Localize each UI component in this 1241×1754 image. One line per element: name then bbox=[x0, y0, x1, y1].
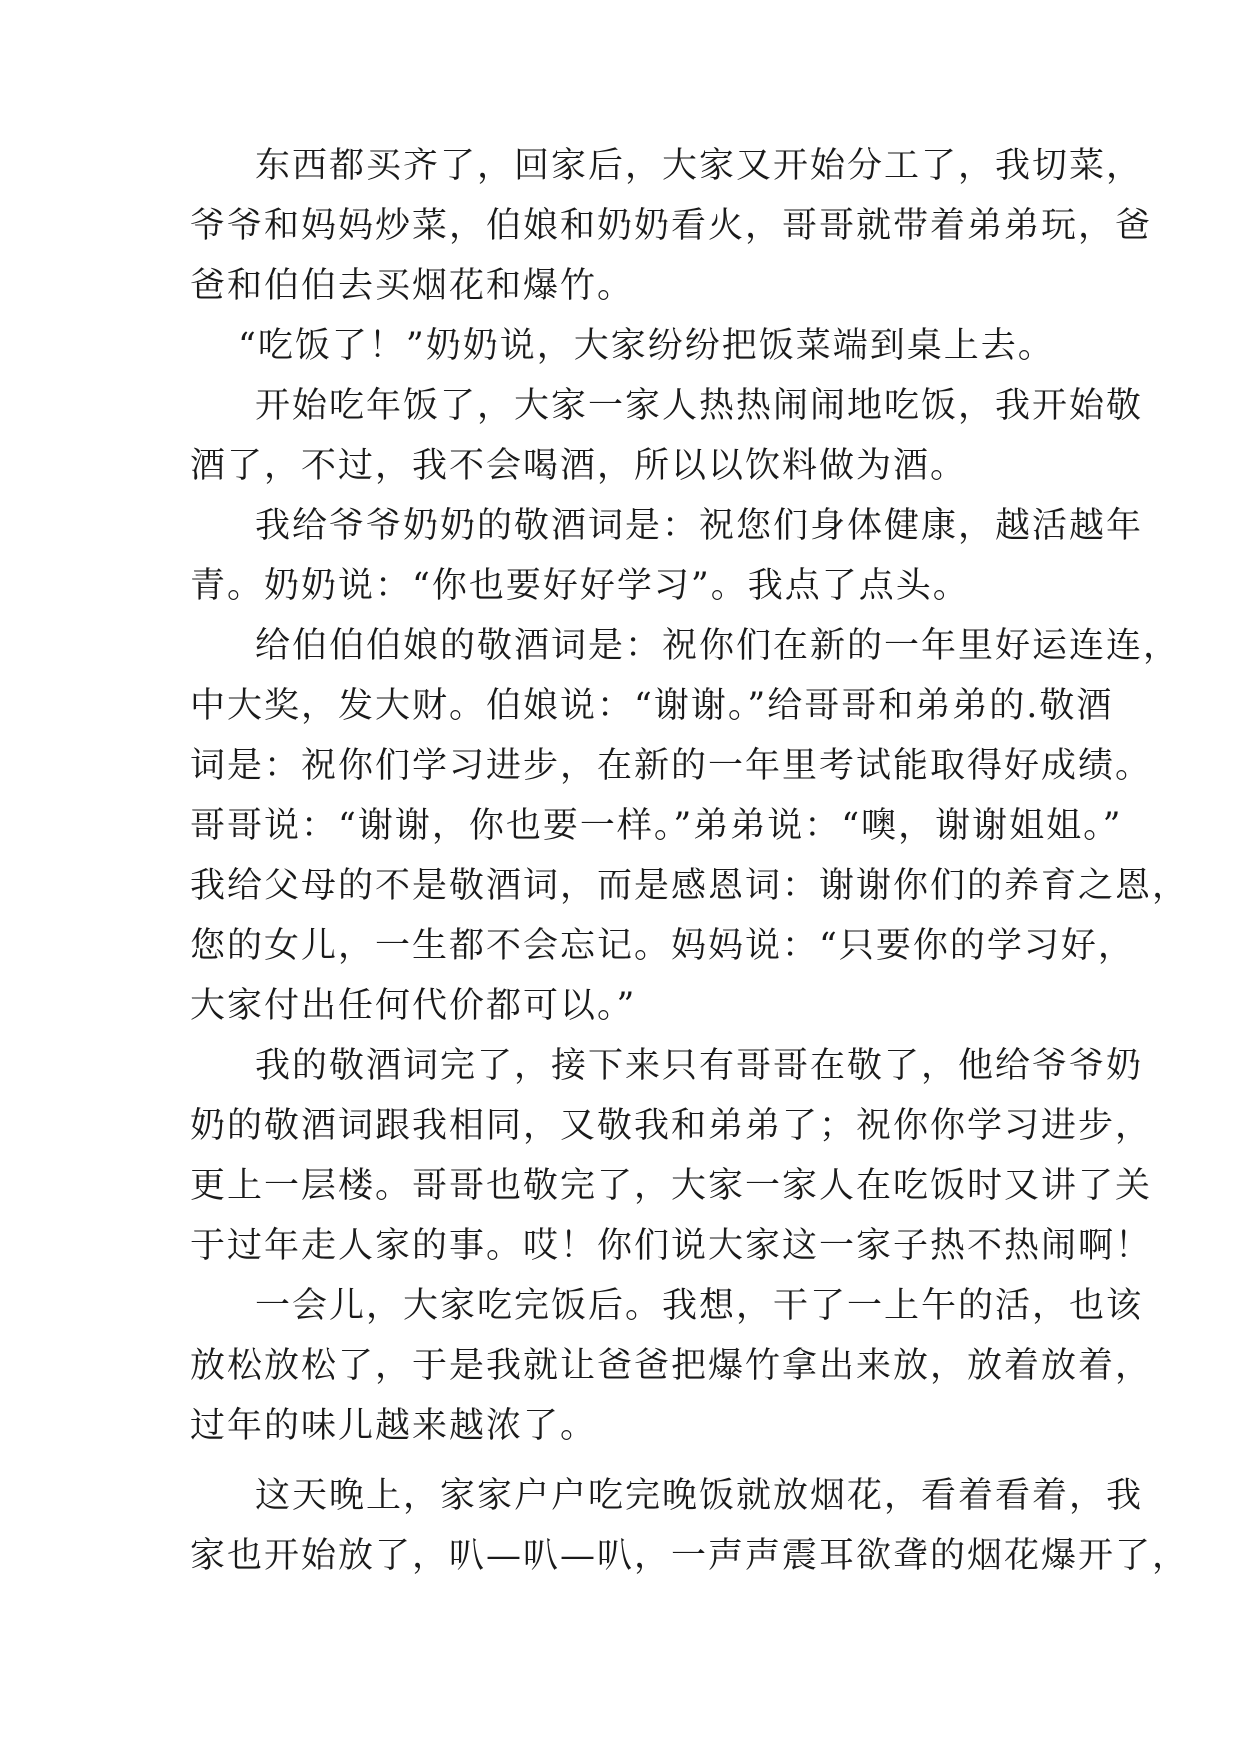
text-line: 一会儿，大家吃完饭后。我想，干了一上午的活，也该 bbox=[255, 1286, 1144, 1326]
text-line: 给伯伯伯娘的敬酒词是：祝你们在新的一年里好运连连， bbox=[255, 626, 1181, 666]
text-line: 爷爷和妈妈炒菜，伯娘和奶奶看火，哥哥就带着弟弟玩，爸 bbox=[190, 206, 1153, 246]
text-line: 我给父母的不是敬酒词，而是感恩词：谢谢你们的养育之恩， bbox=[190, 866, 1190, 906]
text-line: 爸和伯伯去买烟花和爆竹。 bbox=[190, 266, 635, 306]
text-line: 开始吃年饭了，大家一家人热热闹闹地吃饭，我开始敬 bbox=[255, 386, 1144, 426]
text-line: 过年的味儿越来越浓了。 bbox=[190, 1406, 598, 1446]
text-line: 中大奖，发大财。伯娘说：“谢谢。”给哥哥和弟弟的.敬酒 bbox=[190, 686, 1114, 726]
text-line: 词是：祝你们学习进步，在新的一年里考试能取得好成绩。 bbox=[190, 746, 1153, 786]
text-line: 家也开始放了，叭—叭—叭，一声声震耳欲聋的烟花爆开了， bbox=[190, 1536, 1190, 1576]
text-line: 我的敬酒词完了，接下来只有哥哥在敬了，他给爷爷奶 bbox=[255, 1046, 1144, 1086]
text-line: 我给爷爷奶奶的敬酒词是：祝您们身体健康，越活越年 bbox=[255, 506, 1144, 546]
text-line: 于过年走人家的事。哎！你们说大家这一家子热不热闹啊！ bbox=[190, 1226, 1153, 1266]
text-line: “吃饭了！”奶奶说，大家纷纷把饭菜端到桌上去。 bbox=[238, 326, 1055, 366]
text-line: 青。奶奶说：“你也要好好学习”。我点了点头。 bbox=[190, 566, 970, 606]
text-line: 放松放松了，于是我就让爸爸把爆竹拿出来放，放着放着， bbox=[190, 1346, 1153, 1386]
text-line: 您的女儿，一生都不会忘记。妈妈说：“只要你的学习好， bbox=[190, 926, 1135, 966]
text-line: 大家付出任何代价都可以。” bbox=[190, 986, 637, 1026]
text-line: 酒了，不过，我不会喝酒，所以以饮料做为酒。 bbox=[190, 446, 968, 486]
text-line: 奶的敬酒词跟我相同，又敬我和弟弟了；祝你你学习进步， bbox=[190, 1106, 1153, 1146]
text-line: 更上一层楼。哥哥也敬完了，大家一家人在吃饭时又讲了关 bbox=[190, 1166, 1153, 1206]
text-line: 这天晚上，家家户户吃完晚饭就放烟花，看着看着，我 bbox=[255, 1476, 1144, 1516]
text-line: 东西都买齐了，回家后，大家又开始分工了，我切菜， bbox=[255, 146, 1144, 186]
text-line: 哥哥说：“谢谢，你也要一样。”弟弟说：“噢，谢谢姐姐。” bbox=[190, 806, 1123, 846]
